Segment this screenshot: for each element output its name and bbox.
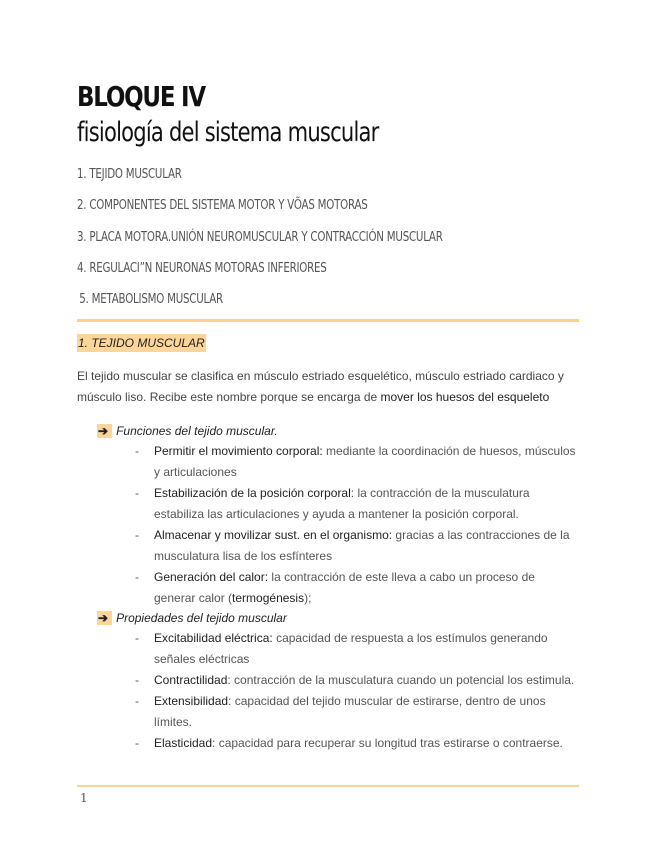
- funciones-heading: [97, 421, 579, 441]
- list-item: [97, 628, 579, 670]
- dash-bullet: -: [135, 444, 139, 458]
- dash-bullet: -: [135, 694, 139, 708]
- item-term: Almacenar y movilizar sust. en el organismo:: [154, 528, 393, 542]
- section-heading: 1. TEJIDO MUSCULAR: [78, 336, 205, 350]
- item-term: Contractilidad: [154, 673, 228, 687]
- funciones-title: Funciones del tejido muscular.: [116, 424, 278, 438]
- propiedades-block: [97, 608, 579, 754]
- item-term: Elasticidad: [154, 736, 213, 750]
- item-text: : capacidad del tejido muscular de estirarse, dentro de unos límites.: [154, 694, 546, 729]
- toc-item: 1. TEJIDO MUSCULAR: [77, 166, 182, 182]
- block-title: BLOQUE IV: [77, 80, 205, 113]
- item-term: Excitabilidad eléctrica:: [154, 631, 273, 645]
- divider-bottom: [77, 785, 579, 787]
- arrow-right-icon: ➔: [97, 424, 112, 438]
- dash-bullet: -: [135, 631, 139, 645]
- item-term: Generación del calor:: [154, 570, 269, 584]
- toc-item: 3. PLACA MOTORA.UNIÓN NEUROMUSCULAR Y CONTRACCIÓN MUSCULAR: [77, 228, 443, 245]
- propiedades-title: Propiedades del tejido muscular: [116, 611, 287, 625]
- list-item: [97, 525, 579, 567]
- arrow-right-icon: ➔: [97, 611, 112, 625]
- block-subtitle: fisiología del sistema muscular: [77, 117, 379, 148]
- item-text: );: [304, 591, 312, 605]
- list-item: [97, 691, 579, 733]
- table-of-contents: [77, 164, 558, 320]
- funciones-list: [97, 441, 579, 609]
- list-item: [97, 567, 579, 609]
- list-item: [97, 733, 579, 754]
- item-text: mediante la coordinación de huesos, músculos y articulaciones: [154, 444, 576, 479]
- item-text: : la contracción de la musculatura estabiliza las articulaciones y ayuda a mantener la posición corporal.: [154, 486, 530, 521]
- page-number: 1: [80, 791, 88, 805]
- item-text: gracias a las contracciones de la musculatura lisa de los esfínteres: [154, 528, 570, 563]
- toc-item: 2. COMPONENTES DEL SISTEMA MOTOR Y VÕAS MOTORAS: [77, 197, 368, 214]
- list-item: [97, 670, 579, 691]
- item-text: : contracción de la musculatura cuando un potencial los estimula.: [227, 673, 575, 687]
- divider-top: [77, 319, 579, 322]
- propiedades-list: [97, 628, 579, 754]
- dash-bullet: -: [135, 736, 139, 750]
- dash-bullet: -: [135, 486, 139, 500]
- toc-item: 4. REGULACI”N NEURONAS MOTORAS INFERIORES: [77, 259, 327, 276]
- funciones-block: [97, 421, 579, 609]
- dash-bullet: -: [135, 570, 139, 584]
- list-item: [97, 483, 579, 525]
- section-paragraph: [77, 366, 577, 408]
- paragraph-text: El tejido muscular se clasifica en músculo estriado esquelético, músculo estriado cardiaco y músculo liso. Recibe este nombre porque se encarga de: [77, 369, 564, 404]
- propiedades-heading: [97, 608, 579, 628]
- item-text: la contracción de este lleva a cabo un proceso de generar calor (: [154, 570, 535, 605]
- item-text: capacidad de respuesta a los estímulos generando señales eléctricas: [154, 631, 548, 666]
- dash-bullet: -: [135, 673, 139, 687]
- item-term: Extensibilidad: [154, 694, 229, 708]
- item-term: termogénesis: [232, 591, 305, 605]
- paragraph-emphasis: mover los huesos del esqueleto: [380, 390, 550, 404]
- list-item: [97, 441, 579, 483]
- dash-bullet: -: [135, 528, 139, 542]
- item-term: Estabilización de la posición corporal: [154, 486, 351, 500]
- toc-item: 5. METABOLISMO MUSCULAR: [79, 291, 223, 308]
- item-term: Permitir el movimiento corporal:: [154, 444, 323, 458]
- item-text: : capacidad para recuperar su longitud tras estirarse o contraerse.: [212, 736, 563, 750]
